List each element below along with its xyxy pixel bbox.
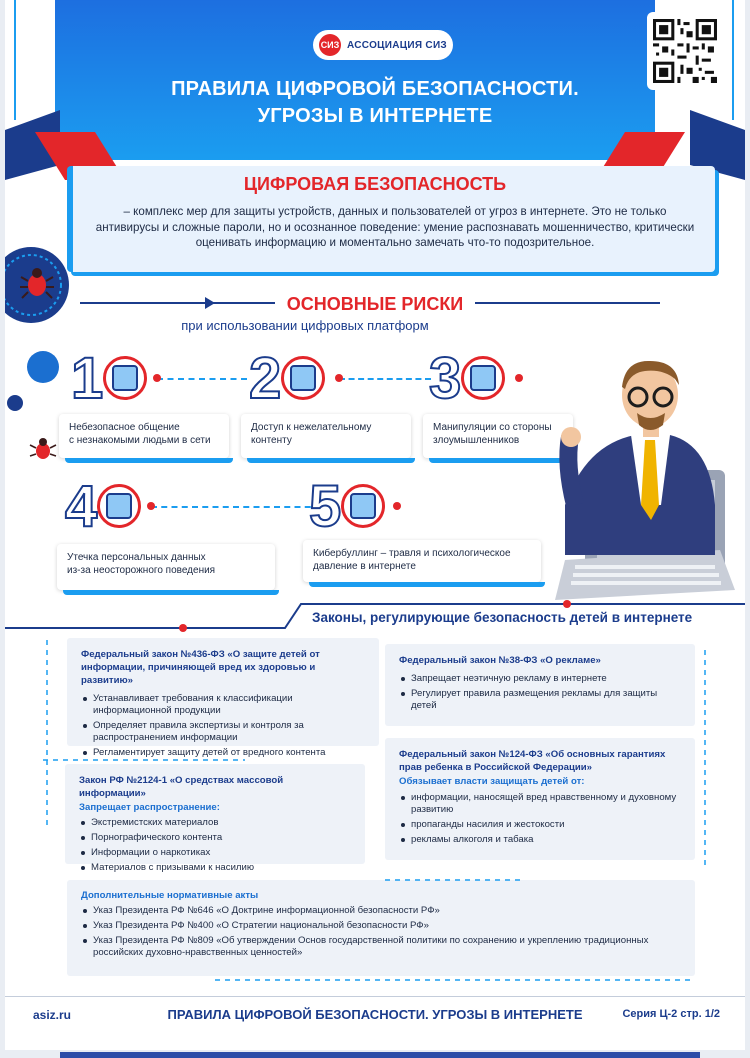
list-item: Запрещает неэтичную рекламу в интернете [399,673,681,685]
risk-connector-2 [339,378,431,380]
list-item: Указ Президента РФ №646 «О Доктрине информационной безопасности РФ» [81,905,681,917]
risk-text-1b: с незнакомыми людьми в сети [69,434,211,446]
risk-text-2a: Доступ к нежелательному [251,422,372,433]
list-item: Порнографического контента [79,832,351,844]
next-page-edge [60,1052,700,1058]
additional-head: Дополнительные нормативные акты [81,890,259,901]
risk-card-2 [241,414,411,458]
teacher-illustration [545,355,745,605]
list-item: Определяет правила экспертизы и контроля за распространением информации [81,720,365,744]
qr-code[interactable] [647,12,723,90]
title-line-1: ПРАВИЛА ЦИФРОВОЙ БЕЗОПАСНОСТИ. [171,78,579,100]
risk-card-5 [303,540,541,582]
list-item: Материалов с призывами к насилию [79,862,351,874]
blocked-content-icon [281,356,325,400]
law-38-head: Федеральный закон №38-ФЗ «О рекламе» [399,655,601,666]
list-item: пропаганды насилия и жестокости [399,819,681,831]
risk-dot-4 [147,502,155,510]
definition-text: – комплекс мер для защиты устройств, данных и пользователей от угроз в интернете. Это не только антивирусы и сложные пароли, но и осознанное поведение: умение распознавать мошенничество, критически оценивать информацию и моментально замечать что-то подозрительное. [95,205,695,249]
list-item: рекламы алкоголя и табака [399,834,681,846]
org-mark-icon: СИЗ [319,34,341,56]
page-title [105,76,645,130]
org-logo[interactable] [313,30,453,60]
risk-connector-1 [157,378,247,380]
risk-connector-3 [151,506,321,508]
risk-text-3a: Манипуляции со стороны [433,422,552,433]
law-124-head: Федеральный закон №124-ФЗ «Об основных гарантиях прав ребенка в Российской Федерации» [399,749,666,773]
qr-code-icon [653,18,717,84]
list-item: Регулирует правила размещения рекламы для защиты детей [399,688,681,712]
footer-divider [5,996,745,997]
risk-text-5a: Кибербуллинг – травля и психологическое [313,548,511,559]
personal-data-icon [97,484,141,528]
footer-series: Серия Ц-2 стр. 1/2 [622,1008,720,1020]
risk-text-4b: из-за неосторожного поведения [67,564,216,576]
risk-number-3: 3 [429,346,462,411]
risk-text-3b: злоумышленников [433,434,520,446]
law-2124-head: Закон РФ №2124-1 «О средствах массовой информации» [79,775,284,799]
strangers-icon [103,356,147,400]
risk-text-4a: Утечка персональных данных [67,552,206,563]
risk-text-2b: контенту [251,434,292,446]
risk-dot-2 [335,374,343,382]
risks-title-text: ОСНОВНЫЕ РИСКИ [275,294,476,314]
list-item: Экстремистских материалов [79,817,351,829]
footer-title: ПРАВИЛА ЦИФРОВОЙ БЕЗОПАСНОСТИ. УГРОЗЫ В ИНТЕРНЕТЕ [167,1007,583,1022]
bug-small-icon [29,436,57,464]
list-item: Устанавливает требования к классификации информационной продукции [81,693,365,717]
list-item: Регламентирует защиту детей от вредного контента [81,747,365,759]
laws-title: Законы, регулирующие безопасность детей в интернете [312,610,693,625]
laws-dashed-outline [35,640,715,990]
risk-text-1a: Небезопасное общение [69,422,180,433]
risk-number-1: 1 [71,346,104,411]
hacker-icon [461,356,505,400]
risks-title [5,294,745,315]
risk-dot-1 [153,374,161,382]
list-item: Указ Президента РФ №400 «О Стратегии национальной безопасности РФ» [81,920,681,932]
risk-number-4: 4 [65,474,98,539]
list-item: информации, наносящей вред нравственному и духовному развитию [399,792,681,816]
law-436-head: Федеральный закон №436-ФЗ «О защите детей от информации, причиняющей вред их здоровью и развитию» [81,649,320,686]
title-line-2: УГРОЗЫ В ИНТЕРНЕТЕ [257,105,493,127]
risk-number-2: 2 [249,346,282,411]
list-item: Информации о наркотиках [79,847,351,859]
cyberbullying-icon [341,484,385,528]
risk-number-5: 5 [309,474,342,539]
org-name: АССОЦИАЦИЯ СИЗ [347,39,447,51]
law-2124-sub: Запрещает распространение: [79,802,220,813]
poster-page [5,0,745,1050]
footer-url-link[interactable]: asiz.ru [33,1008,72,1022]
risk-text-5b: давление в интернете [313,560,416,572]
law-124-sub: Обязывает власти защищать детей от: [399,776,585,787]
definition-title: ЦИФРОВАЯ БЕЗОПАСНОСТЬ [243,174,507,194]
risk-dot-3 [515,374,523,382]
risk-card-1 [59,414,229,458]
risk-card-4 [57,544,275,590]
list-item: Указ Президента РФ №809 «Об утверждении Основ государственной политики по сохранению и укреплению традиционных российских духовно-нравственных ценностей» [81,935,681,959]
risks-subtitle: при использовании цифровых платформ [181,318,429,333]
risk-dot-5 [393,502,401,510]
